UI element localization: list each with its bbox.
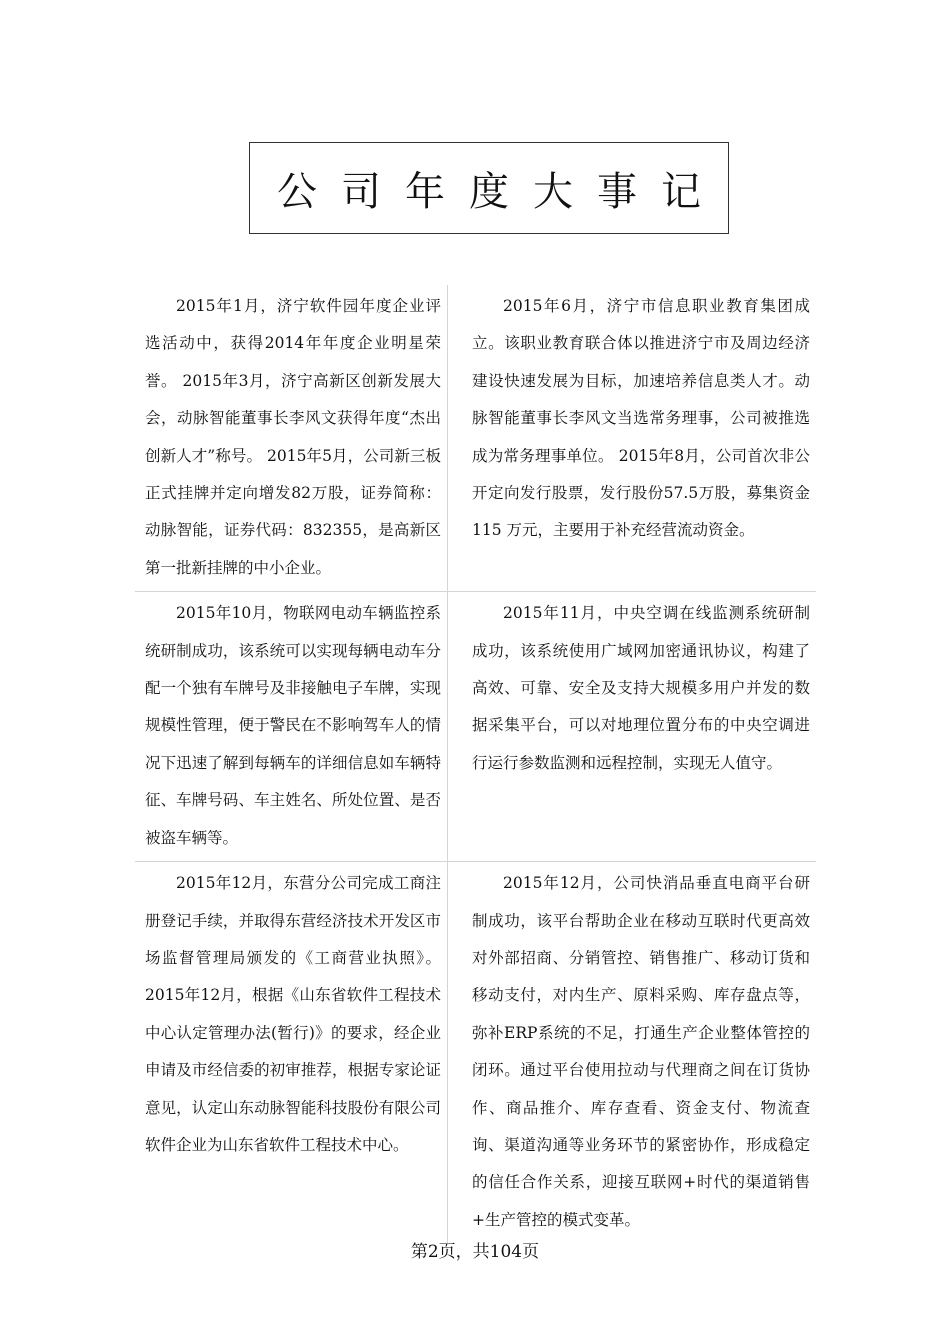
events-table xyxy=(135,285,816,1243)
page-title: 公司年度大事记 xyxy=(277,168,725,215)
event-cell-2015-dec-a: 2015年12月，东营分公司完成工商注册登记手续，并取得东营经济技术开发区市场监督管理局颁发的《工商营业执照》。 2015年12月，根据《山东省软件工程技术中心认定管理办法(暂行)》的要求，经企业申请及市经信委的初审推荐，根据专家论证意见，认定山东动脉智能科技股份有限公司软件企业为山东省软件工程技术中心。 xyxy=(135,862,448,1243)
event-cell-2015-dec-b: 2015年12月，公司快消品垂直电商平台研制成功，该平台帮助企业在移动互联时代更高效对外部招商、分销管控、销售推广、移动订货和移动支付，对内生产、原料采购、库存盘点等，弥补ERP系统的不足，打通生产企业整体管控的闭环。通过平台使用拉动与代理商之间在订货协作、商品推介、库存查看、资金支付、物流查询、渠道沟通等业务环节的紧密协作，形成稳定的信任合作关系，迎接互联网+时代的渠道销售+生产管控的模式变革。 xyxy=(472,874,810,1229)
event-cell-2015-h1: 2015年1月，济宁软件园年度企业评选活动中，获得2014年年度企业明星荣誉。 2015年3月，济宁高新区创新发展大会，动脉智能董事长李风文获得年度“杰出创新人才”称号。 2015年5月，公司新三板正式挂牌并定向增发82万股，证券简称：动脉智能，证券代码：832355，是高新区第一批新挂牌的中小企业。 xyxy=(135,285,448,591)
events-row-2 xyxy=(135,592,816,862)
event-cell-2015-oct: 2015年10月，物联网电动车辆监控系统研制成功，该系统可以实现每辆电动车分配一个独有车牌号及非接触电子车牌，实现规模性管理，便于警民在不影响驾车人的情况下迅速了解到每辆车的详细信息如车辆特征、车牌号码、车主姓名、所处位置、是否被盗车辆等。 xyxy=(135,592,448,861)
events-row-1 xyxy=(135,285,816,592)
event-cell-2015-nov: 2015年11月，中央空调在线监测系统研制成功，该系统使用广域网加密通讯协议，构建了高效、可靠、安全及支持大规模多用户并发的数据采集平台，可以对地理位置分布的中央空调进行运行参数监测和远程控制，实现无人值守。 xyxy=(472,604,810,772)
events-row-3 xyxy=(135,862,816,1243)
event-cell-2015-mid: 2015年6月，济宁市信息职业教育集团成立。该职业教育联合体以推进济宁市及周边经济建设快速发展为目标，加速培养信息类人才。动脉智能董事长李风文当选常务理事，公司被推选成为常务理事单位。 2015年8月，公司首次非公开定向发行股票，发行股份57.5万股，募集资金115 万元，主要用于补充经营流动资金。 xyxy=(472,297,810,540)
page-footer: 第2页，共104页 xyxy=(410,1242,540,1262)
title-box xyxy=(249,142,729,234)
